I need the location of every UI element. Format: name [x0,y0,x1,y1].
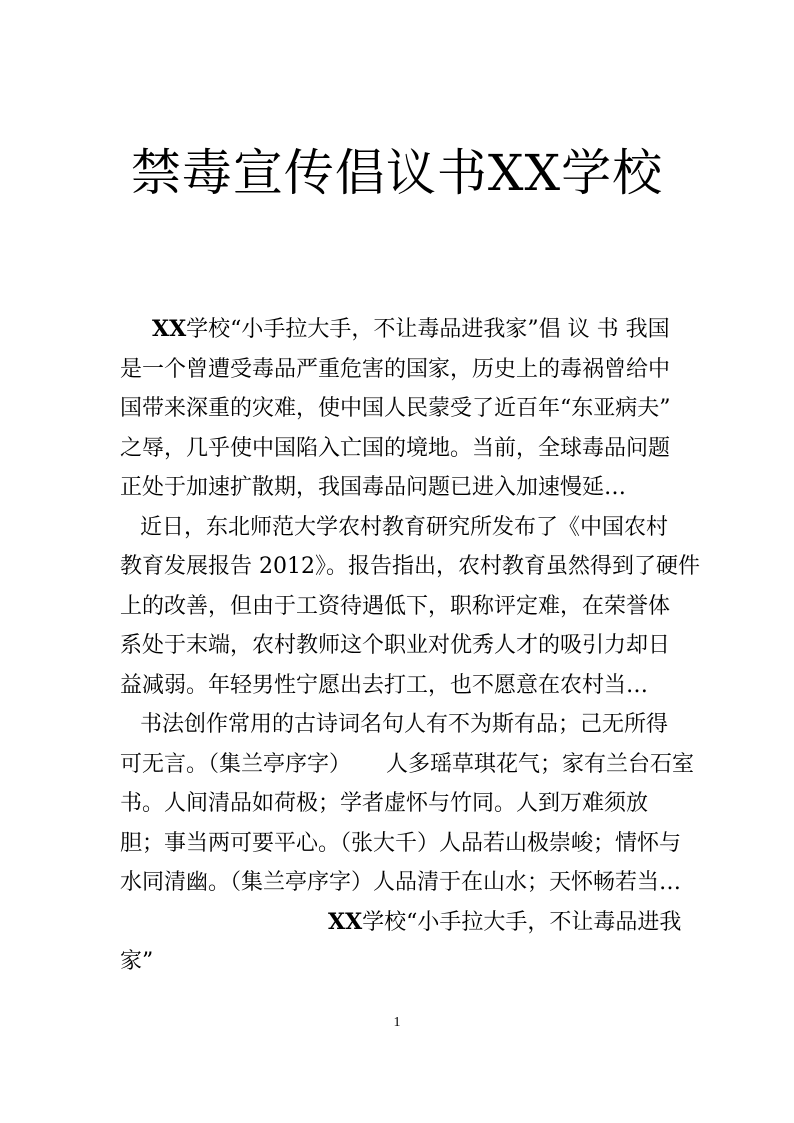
body-line: 上的改善，但由于工资待遇低下，职称评定难，在荣誉体 [120,593,671,619]
body-line: 教育发展报告 2012》。报告指出，农村教育虽然得到了硬件 [120,554,700,579]
body-line: 国带来深重的灾难，使中国人民蒙受了近百年“东亚病夫” [120,396,671,421]
body-line-text: 学校“小手拉大手，不让毒品进我家”倡 议 书 我国 [186,317,670,342]
body-line: 益减弱。年轻男性宁愿出去打工，也不愿意在农村当… [120,672,649,698]
body-line: 胆；事当两可要平心。（张大千）人品若山极崇峻；情怀与 [120,830,682,856]
body-line: 近日，东北师范大学农村教育研究所发布了《中国农村 [140,514,669,540]
signature-line [120,903,682,943]
body-line: 水同清幽。（集兰亭序字）人品清于在山水；天怀畅若当… [120,870,682,895]
body-line: 系处于末端，农村教师这个职业对优秀人才的吸引力却日 [120,633,671,658]
signature-line: 家” [120,949,154,974]
body-line: 是一个曾遭受毒品严重危害的国家，历史上的毒祸曾给中 [120,356,671,382]
body-line: 书法创作常用的古诗词名句人有不为斯有品；己无所得 [140,712,669,737]
body-line [120,310,676,350]
body-line: 可无言。（集兰亭序字） 人多瑶草琪花气；家有兰台石室 [120,751,694,777]
school-prefix: XX [328,908,363,935]
document-body [120,310,700,982]
school-prefix: XX [152,316,187,342]
document-title: 禁毒宣传倡议书XX学校 [130,144,664,202]
body-line-text: 学校“小手拉大手，不让毒品进我 [362,909,682,935]
body-line: 之辱，几乎使中国陷入亡国的境地。当前，全球毒品问题 [120,435,671,461]
body-line: 正处于加速扩散期，我国毒品问题已进入加速慢延… [120,475,627,500]
body-line: 书。人间清品如荷极；学者虚怀与竹同。人到万难须放 [120,791,649,816]
page-number: 1 [393,1015,401,1030]
